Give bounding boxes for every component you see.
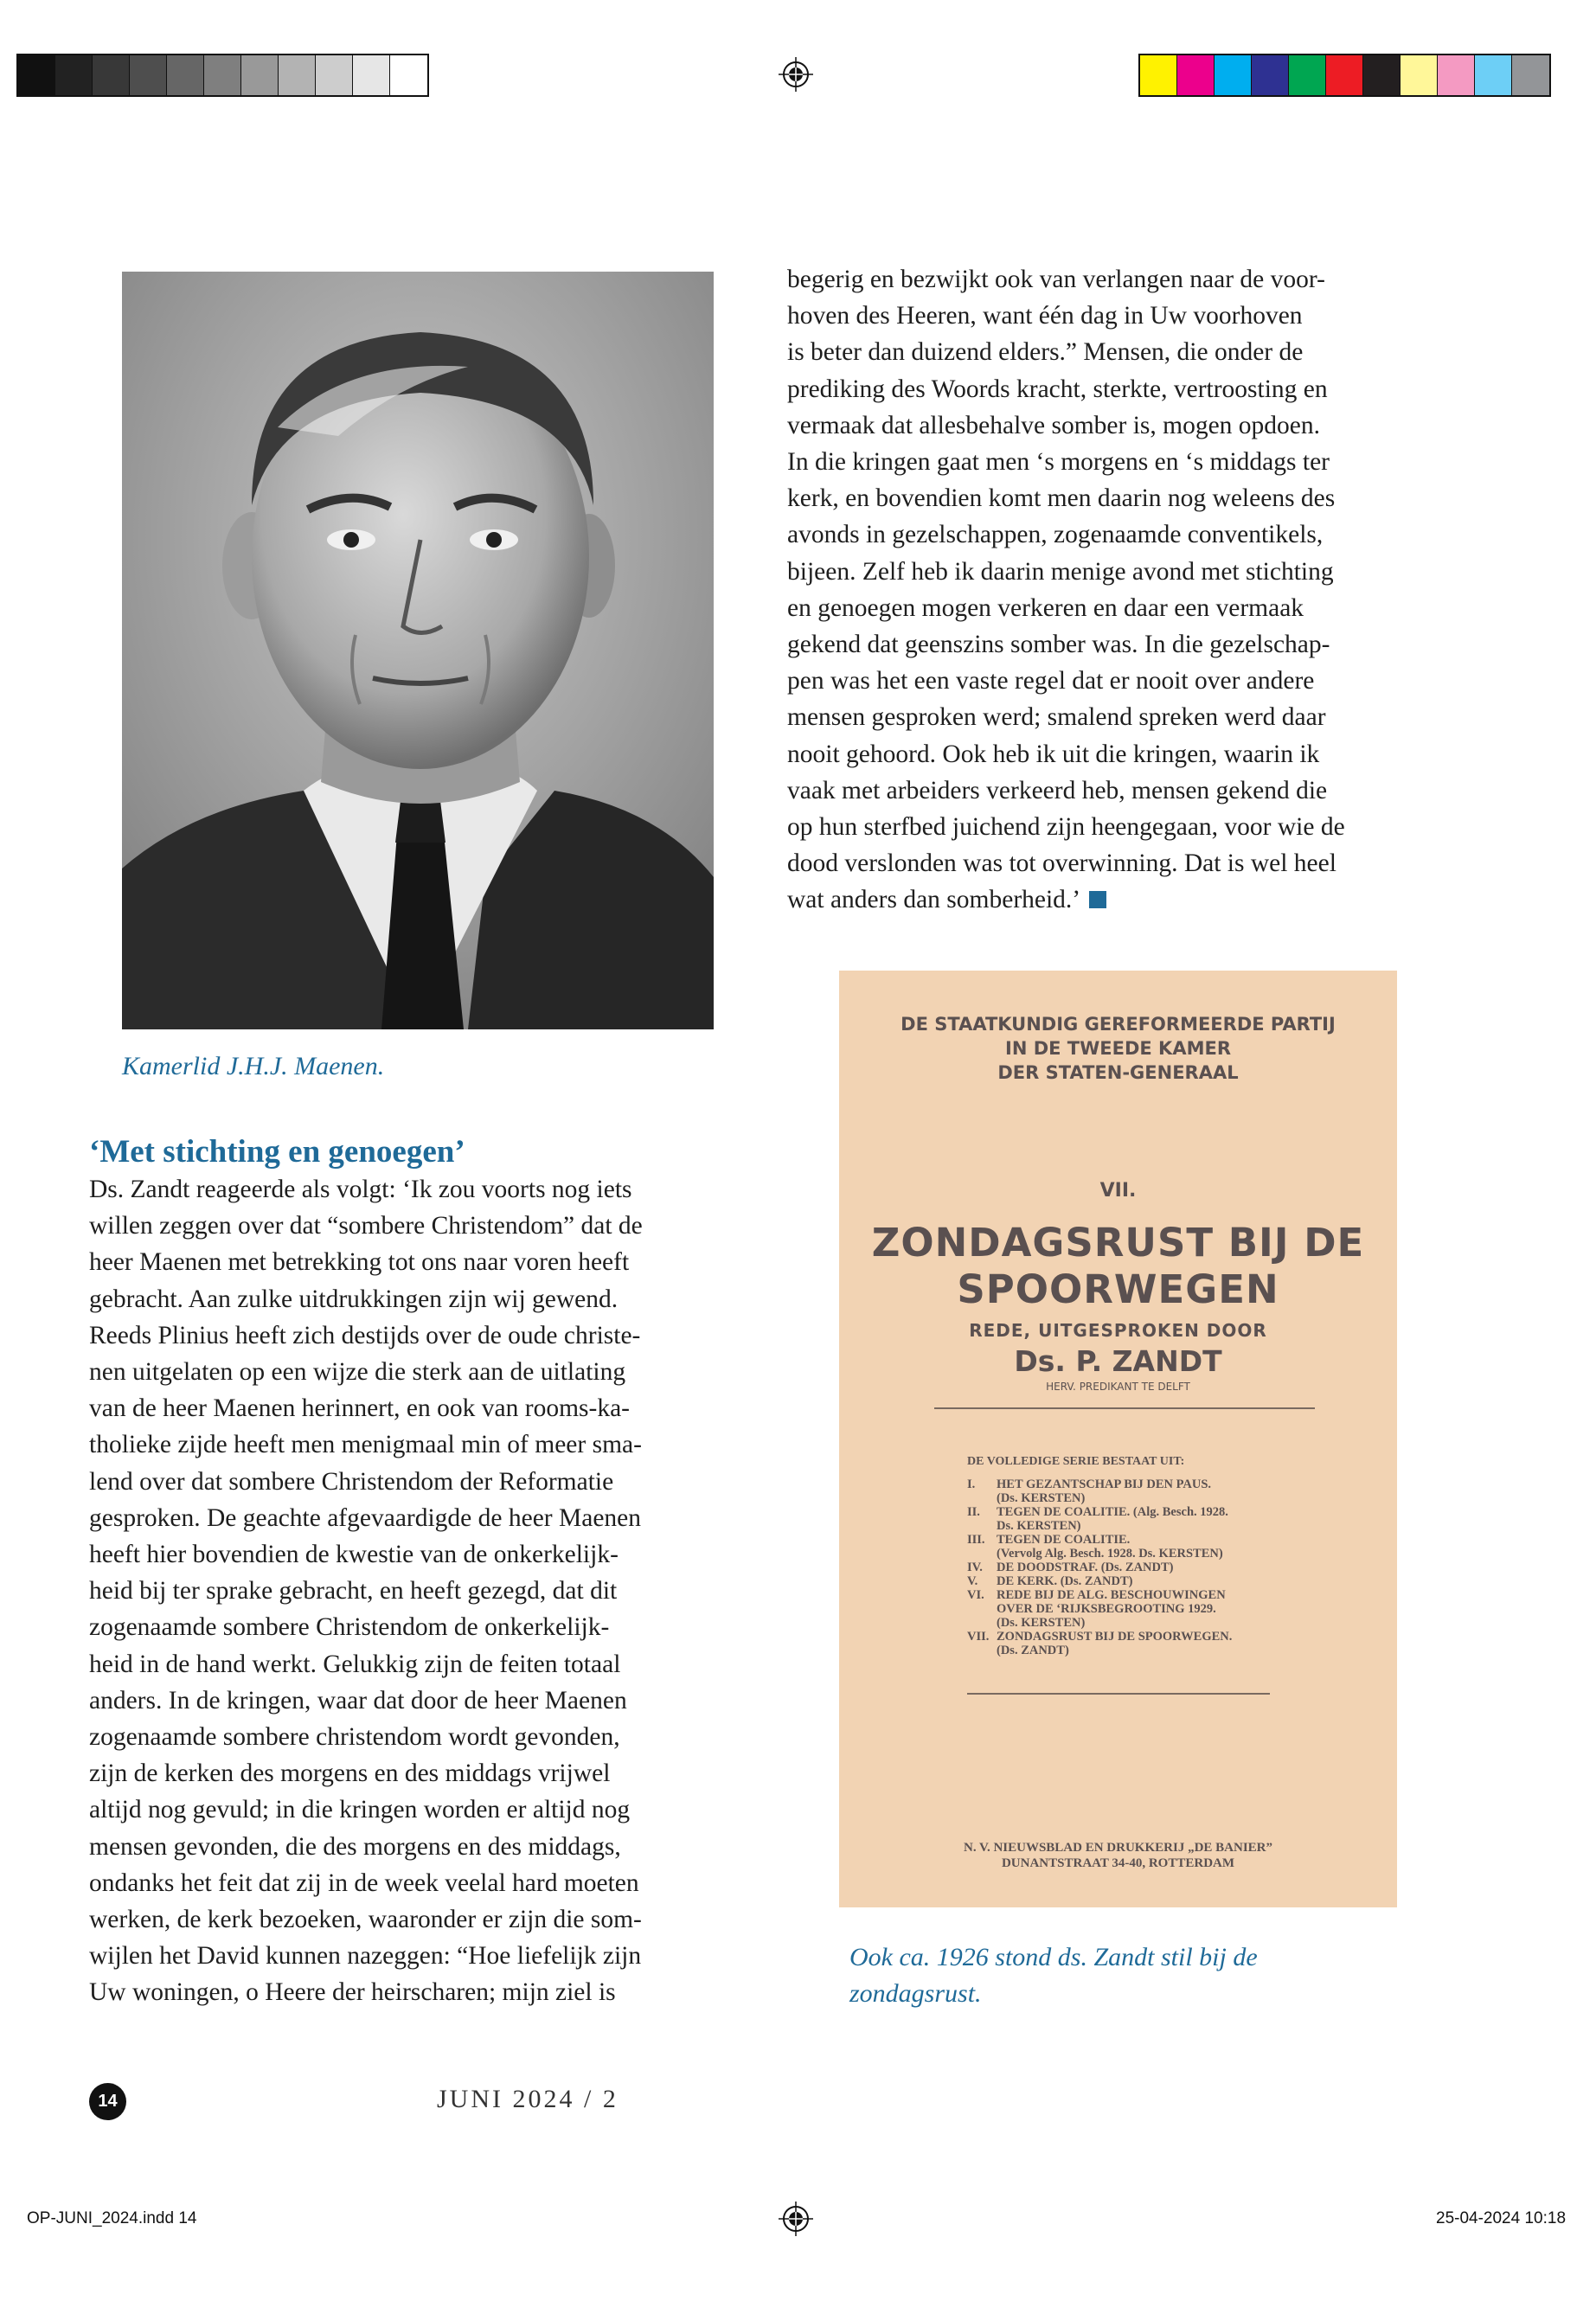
page-number: 14 (89, 2083, 126, 2120)
text-line-content: heer Maenen met betrekking tot ons naar voren heeft (89, 1248, 630, 1277)
text-line (89, 1171, 643, 1208)
text-line-content: hoven des Heeren, want één dag in Uw voorhoven (787, 302, 1303, 330)
cover-header-line: DE STAATKUNDIG GEREFORMEERDE PARTIJ (901, 1014, 1336, 1035)
cover-header (839, 1012, 1397, 1085)
text-line (89, 1500, 643, 1536)
text-line (89, 1208, 643, 1244)
text-line-content: Ds. Zandt reageerde als volgt: ‘Ik zou voorts nog iets (89, 1176, 632, 1203)
cover-address: DUNANTSTRAAT 34-40, ROTTERDAM (1001, 1856, 1235, 1870)
color-swatch (1252, 55, 1289, 95)
text-line-content: Uw woningen, o Heere der heirscharen; mijn ziel is (89, 1978, 616, 2007)
text-line-content: ondanks het feit dat zij in de week veelal hard moeten (89, 1868, 639, 1897)
series-item (967, 1588, 1232, 1602)
text-line (89, 1901, 643, 1938)
color-swatch (55, 55, 93, 95)
text-line-content: lend over dat sombere Christendom der Reformatie (89, 1467, 614, 1496)
color-swatch (353, 55, 390, 95)
text-line-content: altijd nog gevuld; in die kringen worden er altijd nog (89, 1796, 631, 1824)
text-line-content: pen was het een vaste regel dat er nooit over andere (787, 667, 1315, 695)
text-line (89, 1317, 643, 1354)
cover-caption-line: Ook ca. 1926 stond ds. Zandt stil bij de (849, 1943, 1258, 1971)
series-item-number: V. (967, 1574, 978, 1588)
series-item-text: TEGEN DE COALITIE. (997, 1533, 1131, 1547)
text-line-content: van de heer Maenen herinnert, en ook van rooms-ka- (89, 1394, 630, 1423)
text-line (787, 554, 1345, 590)
cover-subtitle: REDE, UITGESPROKEN DOOR (969, 1320, 1267, 1341)
cover-number: VII. (1099, 1180, 1137, 1202)
slug-date-time: 25-04-2024 10:18 (1436, 2209, 1567, 2227)
color-swatch (1326, 55, 1363, 95)
color-swatch (279, 55, 316, 95)
text-line-content: mensen gesproken werd; smalend spreken werd daar (787, 703, 1326, 732)
series-item-number: IV. (967, 1561, 983, 1574)
text-line-content: zogenaamde sombere Christendom de onkerkelijk- (89, 1613, 610, 1642)
color-swatch (18, 55, 55, 95)
color-swatch (1177, 55, 1215, 95)
text-line-content: zijn de kerken des morgens en des middags vrijwel (89, 1759, 611, 1788)
text-line (89, 1536, 643, 1573)
color-swatch (1215, 55, 1252, 95)
registration-mark-icon (779, 57, 813, 92)
series-item-text: (Ds. KERSTEN) (997, 1491, 1086, 1505)
issue-label: JUNI 2024 / 2 (437, 2085, 619, 2113)
series-item-text: HET GEZANTSCHAP BIJ DEN PAUS. (997, 1477, 1212, 1491)
left-column-text (89, 1171, 643, 2011)
text-line (787, 772, 1345, 809)
cover-header-line: IN DE TWEEDE KAMER (1005, 1038, 1231, 1059)
text-line-content: wijlen het David kunnen nazeggen: “Hoe liefelijk zijn (89, 1942, 642, 1971)
color-swatch (167, 55, 204, 95)
text-line (89, 1865, 643, 1901)
text-line (89, 1464, 643, 1500)
text-line-content: tholieke zijde heeft men menigmaal min of meer sma- (89, 1431, 642, 1459)
section-title: ‘Met stichting en genoegen’ (89, 1134, 465, 1170)
text-line-content: anders. In de kringen, waar dat door de heer Maenen (89, 1686, 627, 1715)
cover-title-line: ZONDAGSRUST BIJ DE (871, 1220, 1365, 1266)
color-calibration-bar (1138, 54, 1551, 97)
cover-author: Ds. P. ZANDT (1014, 1344, 1222, 1378)
text-line-content: mensen gevonden, die des morgens en des middags, (89, 1832, 621, 1861)
photo-caption: Kamerlid J.H.J. Maenen. (122, 1052, 385, 1080)
series-item (967, 1505, 1232, 1519)
cover-divider (967, 1693, 1270, 1695)
text-line-content: gekend dat geenszins somber was. In die gezelschap- (787, 631, 1330, 659)
registration-mark-icon (779, 2202, 813, 2236)
text-line-content: en genoegen mogen verkeren en daar een vermaak (787, 593, 1304, 622)
cover-title-line: SPOORWEGEN (957, 1266, 1279, 1312)
gray-calibration-bar (16, 54, 429, 97)
color-swatch (93, 55, 130, 95)
text-line (89, 1281, 643, 1317)
series-item (967, 1574, 1232, 1588)
text-line-content: zogenaamde sombere christendom wordt gevonden, (89, 1723, 620, 1752)
cover-divider (934, 1407, 1315, 1409)
series-item (967, 1561, 1232, 1574)
series-item (967, 1616, 1232, 1630)
text-line (787, 444, 1345, 480)
series-item-text: DE KERK. (Ds. ZANDT) (997, 1574, 1133, 1588)
text-line (787, 699, 1345, 735)
series-item-text: ZONDAGSRUST BIJ DE SPOORWEGEN. (997, 1630, 1233, 1644)
text-line (787, 881, 1345, 918)
cover-publisher: N. V. NIEUWSBLAD EN DRUKKERIJ „DE BANIER” (963, 1841, 1272, 1855)
cover-caption-line: zondagsrust. (849, 1979, 982, 2008)
series-item-text: OVER DE ‘RIJKSBEGROOTING 1929. (997, 1602, 1216, 1616)
text-line-content: vaak met arbeiders verkeerd heb, mensen gekend die (787, 776, 1328, 804)
text-line (787, 334, 1345, 370)
text-line (787, 407, 1345, 444)
series-item (967, 1477, 1232, 1491)
text-line-content: kerk, en bovendien komt men daarin nog weleens des (787, 484, 1336, 513)
color-swatch (1140, 55, 1177, 95)
portrait-photo (122, 272, 714, 1029)
series-item (967, 1547, 1232, 1561)
right-column-text (787, 261, 1345, 919)
series-item (967, 1644, 1232, 1657)
text-line-content: nooit gehoord. Ook heb ik uit die kringen, waarin ik (787, 740, 1320, 768)
cover-header-line: DER STATEN-GENERAAL (997, 1062, 1239, 1083)
text-line (89, 1829, 643, 1865)
text-line-content: prediking des Woords kracht, sterkte, vertroosting en (787, 375, 1328, 403)
series-item-number: I. (967, 1477, 976, 1491)
text-line (89, 1609, 643, 1645)
text-line (89, 1646, 643, 1682)
series-item-number: II. (967, 1505, 980, 1519)
text-line-content: vermaak dat allesbehalve somber is, mogen opdoen. (787, 411, 1321, 439)
series-item (967, 1533, 1232, 1547)
text-line (787, 809, 1345, 845)
text-line-content: heeft hier bovendien de kwestie van de onkerkelijk- (89, 1541, 619, 1569)
text-line-content: heid bij ter sprake gebracht, en heeft gezegd, dat dit (89, 1577, 618, 1606)
text-line (787, 626, 1345, 663)
text-line (89, 1244, 643, 1280)
slug-file-info: OP-JUNI_2024.indd 14 (27, 2209, 197, 2227)
series-heading: DE VOLLEDIGE SERIE BESTAAT UIT: (967, 1455, 1185, 1468)
portrait-illustration (122, 272, 714, 1029)
text-line-content: gebracht. Aan zulke uitdrukkingen zijn wij gewend. (89, 1285, 619, 1313)
cover-title (839, 1220, 1397, 1313)
text-line (89, 1573, 643, 1609)
color-swatch (316, 55, 353, 95)
series-item-number: III. (967, 1533, 985, 1547)
text-line-content: dood verslonden was tot overwinning. Dat is wel heel (787, 849, 1336, 878)
text-line (787, 371, 1345, 407)
text-line-content: In die kringen gaat men ‘s morgens en ‘s middags ter (787, 448, 1330, 477)
series-item-text: Ds. KERSTEN) (997, 1519, 1081, 1533)
text-line-content: wat anders dan somberheid.’ (787, 886, 1081, 914)
text-line (787, 261, 1345, 298)
text-line-content: avonds in gezelschappen, zogenaamde conventikels, (787, 521, 1324, 549)
text-line-content: is beter dan duizend elders.” Mensen, die onder de (787, 338, 1304, 367)
text-line (787, 516, 1345, 553)
text-line-content: begerig en bezwijkt ook van verlangen naar de voor- (787, 266, 1325, 293)
text-line (787, 736, 1345, 772)
color-swatch (130, 55, 167, 95)
text-line (89, 1426, 643, 1463)
color-swatch (1512, 55, 1549, 95)
text-line (89, 1354, 643, 1390)
series-item (967, 1519, 1232, 1533)
series-item-text: TEGEN DE COALITIE. (Alg. Besch. 1928. (997, 1505, 1228, 1519)
text-line (787, 663, 1345, 699)
series-list (967, 1477, 1232, 1657)
color-swatch (1475, 55, 1512, 95)
text-line (787, 845, 1345, 881)
series-item (967, 1602, 1232, 1616)
text-line-content: op hun sterfbed juichend zijn heengegaan, voor wie de (787, 813, 1345, 842)
text-line (787, 480, 1345, 516)
series-item-text: DE DOODSTRAF. (Ds. ZANDT) (997, 1561, 1174, 1574)
text-line-content: werken, de kerk bezoeken, waaronder er zijn die som- (89, 1906, 642, 1934)
text-line (89, 1719, 643, 1755)
text-line-content: nen uitgelaten op een wijze die sterk aan de uitlating (89, 1358, 626, 1387)
end-of-article-square-icon (1089, 891, 1106, 908)
cover-author-role: HERV. PREDIKANT TE DELFT (1046, 1381, 1190, 1393)
text-line (89, 1974, 643, 2010)
text-line (787, 298, 1345, 334)
text-line (787, 590, 1345, 626)
series-item (967, 1630, 1232, 1644)
text-line (89, 1390, 643, 1426)
series-item-number: VI. (967, 1588, 984, 1602)
text-line-content: bijeen. Zelf heb ik daarin menige avond met stichting (787, 557, 1334, 586)
text-line-content: gesproken. De geachte afgevaardigde de heer Maenen (89, 1503, 642, 1532)
color-swatch (1401, 55, 1438, 95)
document-cover (839, 971, 1397, 1907)
text-line (89, 1682, 643, 1719)
color-swatch (241, 55, 279, 95)
text-line-content: willen zeggen over dat “sombere Christendom” dat de (89, 1212, 643, 1240)
series-item-text: (Ds. ZANDT) (997, 1644, 1069, 1657)
series-item-text: (Vervolg Alg. Besch. 1928. Ds. KERSTEN) (997, 1547, 1223, 1561)
series-item-number: VII. (967, 1630, 990, 1644)
series-item-text: (Ds. KERSTEN) (997, 1616, 1086, 1630)
text-line (89, 1791, 643, 1828)
series-item (967, 1491, 1232, 1505)
text-line (89, 1938, 643, 1974)
color-swatch (204, 55, 241, 95)
color-swatch (1438, 55, 1475, 95)
cover-caption (849, 1939, 1258, 2012)
color-swatch (1289, 55, 1326, 95)
color-swatch (390, 55, 427, 95)
text-line-content: heid in de hand werkt. Gelukkig zijn de feiten totaal (89, 1650, 621, 1678)
text-line-content: Reeds Plinius heeft zich destijds over de oude christe- (89, 1321, 641, 1349)
text-line (89, 1755, 643, 1791)
color-swatch (1363, 55, 1401, 95)
series-item-text: REDE BIJ DE ALG. BESCHOUWINGEN (997, 1588, 1226, 1602)
